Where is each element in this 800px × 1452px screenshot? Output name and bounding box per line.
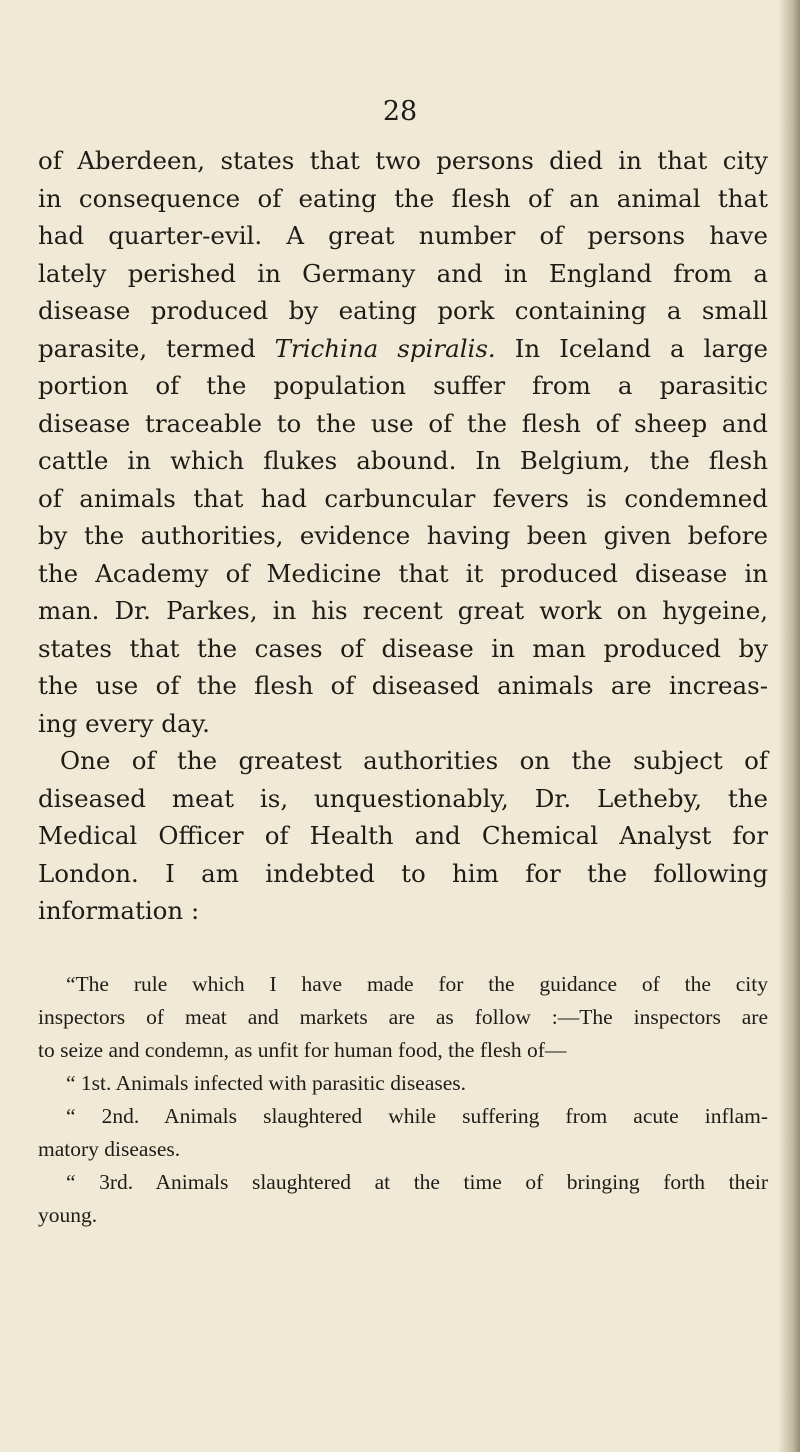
quote-line: “ 2nd. Animals slaughtered while suffering from acute inflam-	[66, 1104, 768, 1128]
text-line: Medical Officer of Health and Chemical Analyst for	[38, 821, 768, 850]
quote-line: inspectors of meat and markets are as follow :—The inspectors are	[38, 1005, 768, 1029]
main-text	[38, 142, 768, 930]
text-line: One of the greatest authorities on the subject of	[60, 746, 768, 775]
text-line: disease produced by eating pork containing a small	[38, 296, 768, 325]
text-line: lately perished in Germany and in England from a	[38, 258, 768, 288]
text-line: ing every day.	[38, 708, 210, 738]
text-line: had quarter-evil. A great number of persons have	[38, 221, 768, 250]
quote-line: young.	[38, 1203, 98, 1227]
text-line: man. Dr. Parkes, in his recent great work on hygeine,	[38, 596, 768, 625]
page-number: 28	[382, 96, 418, 127]
quote-line: matory diseases.	[38, 1137, 181, 1161]
text-line: information :	[38, 896, 200, 925]
text-line: portion of the population suffer from a parasitic	[38, 371, 768, 400]
text-segment: In Iceland a large	[495, 333, 768, 363]
text-line: by the authorities, evidence having been given before	[38, 521, 768, 550]
text-line: London. I am indebted to him for the following	[38, 858, 768, 888]
text-line: of animals that had carbuncular fevers is condemned	[38, 483, 768, 513]
text-line: diseased meat is, unquestionably, Dr. Letheby, the	[38, 783, 768, 813]
quote-line: “ 1st. Animals infected with parasitic diseases.	[66, 1071, 467, 1095]
text-line: of Aberdeen, states that two persons died in that city	[38, 146, 768, 175]
text-line: the Academy of Medicine that it produced disease in	[38, 558, 768, 588]
text-line: disease traceable to the use of the flesh of sheep and	[38, 408, 768, 438]
text-line: in consequence of eating the flesh of an animal that	[38, 183, 768, 213]
text-segment: parasite, termed	[38, 333, 275, 363]
text-line: cattle in which flukes abound. In Belgium, the flesh	[38, 446, 768, 475]
text-line: the use of the flesh of diseased animals are increas-	[38, 671, 768, 700]
italic-species-name: Trichina spiralis.	[274, 333, 496, 363]
page-edge-shadow	[778, 0, 800, 1452]
text-line-with-italic	[38, 330, 768, 368]
quote-line: “ 3rd. Animals slaughtered at the time of bringing forth their	[66, 1170, 768, 1194]
quote-line: to seize and condemn, as unfit for human food, the flesh of—	[38, 1038, 567, 1062]
quote-line: “The rule which I have made for the guidance of the city	[66, 972, 768, 996]
text-line: states that the cases of disease in man produced by	[38, 633, 768, 663]
quoted-rule-text	[38, 968, 768, 1232]
